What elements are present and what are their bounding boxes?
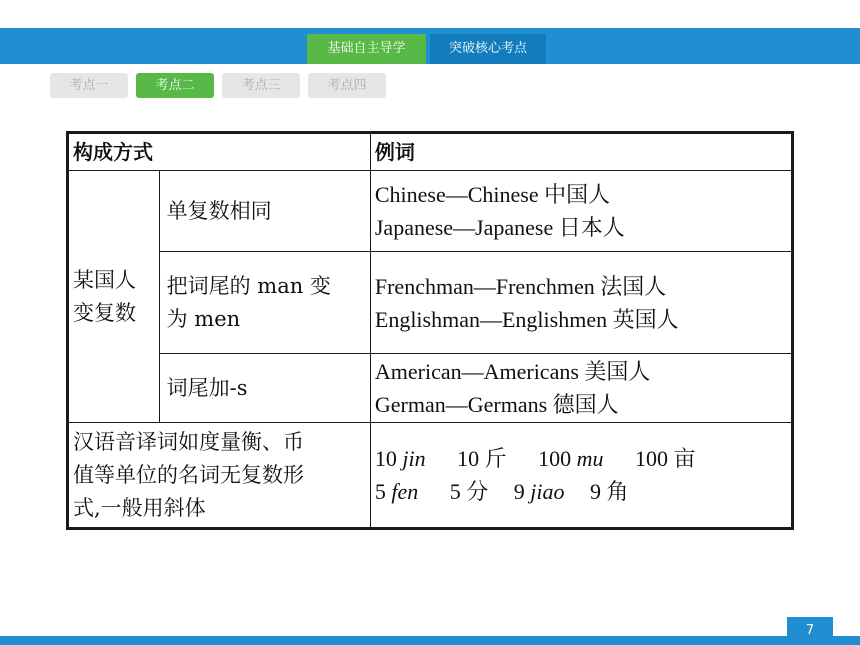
kaodian-tab-2[interactable]: 考点二 [136, 73, 214, 98]
unit-pinyin: fen [391, 479, 419, 504]
tab-basic-self-study[interactable]: 基础自主导学 [307, 34, 426, 64]
grammar-table [66, 131, 794, 530]
example-cell [370, 252, 792, 354]
example-line: Japanese—Japanese 日本人 [374, 215, 625, 240]
example-line: Frenchman—Frenchmen 法国人 [374, 273, 667, 299]
example-line [375, 442, 787, 475]
unit-pinyin: mu [576, 446, 604, 471]
table-row [68, 423, 793, 529]
header-formation: 构成方式 [68, 133, 371, 171]
example-line: German—Germans 德国人 [374, 392, 619, 417]
unit-number: 5 [374, 479, 386, 504]
rule-line: 汉语音译词如度量衡、币 [73, 429, 304, 454]
table-row [68, 171, 793, 252]
group-label-line: 某国人 [73, 267, 136, 292]
rule-cell: 词尾加-s [159, 354, 370, 423]
example-cell [370, 171, 792, 252]
kaodian-tab-3[interactable]: 考点三 [222, 73, 300, 98]
grammar-table-container [66, 131, 794, 530]
rule-line: 把词尾的 man 变 [166, 273, 331, 298]
unit-number: 10 [374, 446, 397, 471]
rule-cell [159, 252, 370, 354]
example-cell [370, 354, 792, 423]
unit-pinyin: jin [402, 446, 426, 471]
rule-cell: 单复数相同 [159, 171, 370, 252]
header-examples: 例词 [370, 133, 792, 171]
unit-chinese: 100 亩 [635, 446, 696, 471]
unit-number: 9 [513, 479, 525, 504]
rule-line: 值等单位的名词无复数形 [73, 462, 304, 487]
unit-chinese: 9 角 [590, 479, 629, 504]
example-line: Chinese—Chinese 中国人 [374, 182, 611, 207]
table-header-row [68, 133, 793, 171]
example-line: Englishman—Englishmen 英国人 [374, 306, 679, 332]
unit-chinese: 5 分 [449, 479, 489, 504]
unit-number: 100 [538, 446, 572, 471]
unit-chinese: 10 斤 [457, 446, 507, 471]
kaodian-tab-1[interactable]: 考点一 [50, 73, 128, 98]
kaodian-tab-4[interactable]: 考点四 [308, 73, 386, 98]
bottom-bar [0, 636, 860, 645]
unit-pinyin: jiao [530, 479, 565, 504]
group-label-line: 变复数 [73, 300, 136, 325]
group-label-cell [68, 171, 160, 423]
tab-core-points[interactable]: 突破核心考点 [430, 34, 546, 64]
page-number: 7 [787, 617, 833, 645]
example-cell [370, 423, 792, 529]
rule-line: 为 men [166, 306, 241, 331]
example-line [375, 475, 787, 508]
rule-line: 式,一般用斜体 [73, 495, 206, 520]
table-row [68, 354, 793, 423]
example-line: American—Americans 美国人 [374, 359, 651, 384]
rule-cell [68, 423, 371, 529]
table-row [68, 252, 793, 354]
